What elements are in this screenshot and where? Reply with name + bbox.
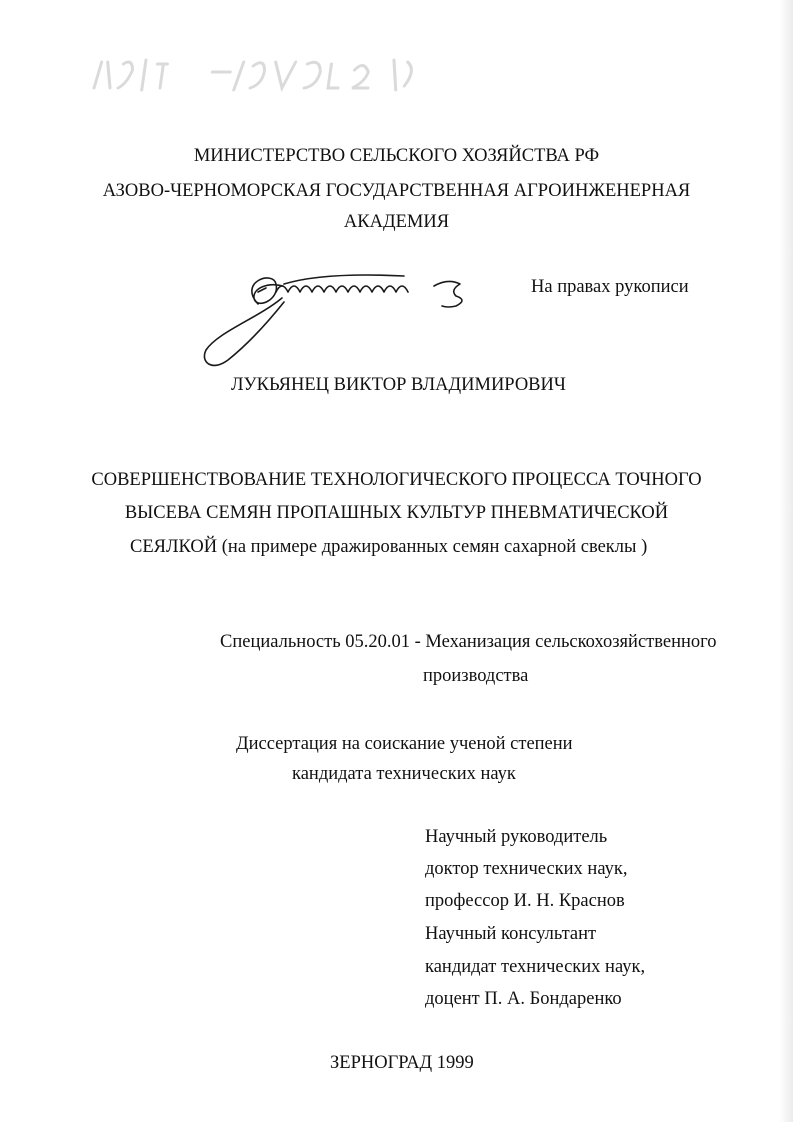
title-line-2: ВЫСЕВА СЕМЯН ПРОПАШНЫХ КУЛЬТУР ПНЕВМАТИЧЕСКОЙ <box>124 503 669 523</box>
title-line-3-caps: СЕЯЛКОЙ <box>130 537 218 557</box>
degree-line-1: Диссертация на соискание ученой степени <box>236 734 573 754</box>
specialty-line-1: Специальность 05.20.01 - Механизация сельскохозяйственного <box>220 632 717 652</box>
academy-line-1: АЗОВО-ЧЕРНОМОРСКАЯ ГОСУДАРСТВЕННАЯ АГРОИНЖЕНЕРНАЯ <box>102 181 691 201</box>
supervisor-degree: доктор технических наук, <box>425 859 628 879</box>
consultant-name: доцент П. А. Бондаренко <box>425 989 622 1009</box>
academy-line-2: АКАДЕМИЯ <box>343 212 450 232</box>
supervisor-name: профессор И. Н. Краснов <box>425 891 625 911</box>
rights-note: На правах рукописи <box>531 277 689 297</box>
page-edge-shadow <box>779 0 793 1122</box>
author-name: ЛУКЬЯНЕЦ ВИКТОР ВЛАДИМИРОВИЧ <box>231 375 566 395</box>
ministry-line: МИНИСТЕРСТВО СЕЛЬСКОГО ХОЗЯЙСТВА РФ <box>193 146 600 166</box>
title-line-1: СОВЕРШЕНСТВОВАНИЕ ТЕХНОЛОГИЧЕСКОГО ПРОЦЕССА ТОЧНОГО <box>91 470 702 490</box>
author-signature <box>198 262 483 374</box>
specialty-line-2: производства <box>423 666 529 686</box>
city-year: ЗЕРНОГРАД 1999 <box>330 1053 474 1073</box>
title-line-3-rest: (на примере дражированных семян сахарной свеклы ) <box>221 537 648 557</box>
consultant-role: Научный консультант <box>425 924 597 944</box>
archive-stamp-image <box>89 50 426 98</box>
supervisor-role: Научный руководитель <box>425 827 608 847</box>
archive-stamp <box>89 50 426 98</box>
degree-line-2: кандидата технических наук <box>292 764 516 784</box>
consultant-degree: кандидат технических наук, <box>425 957 646 977</box>
title-line-3 <box>130 536 647 558</box>
